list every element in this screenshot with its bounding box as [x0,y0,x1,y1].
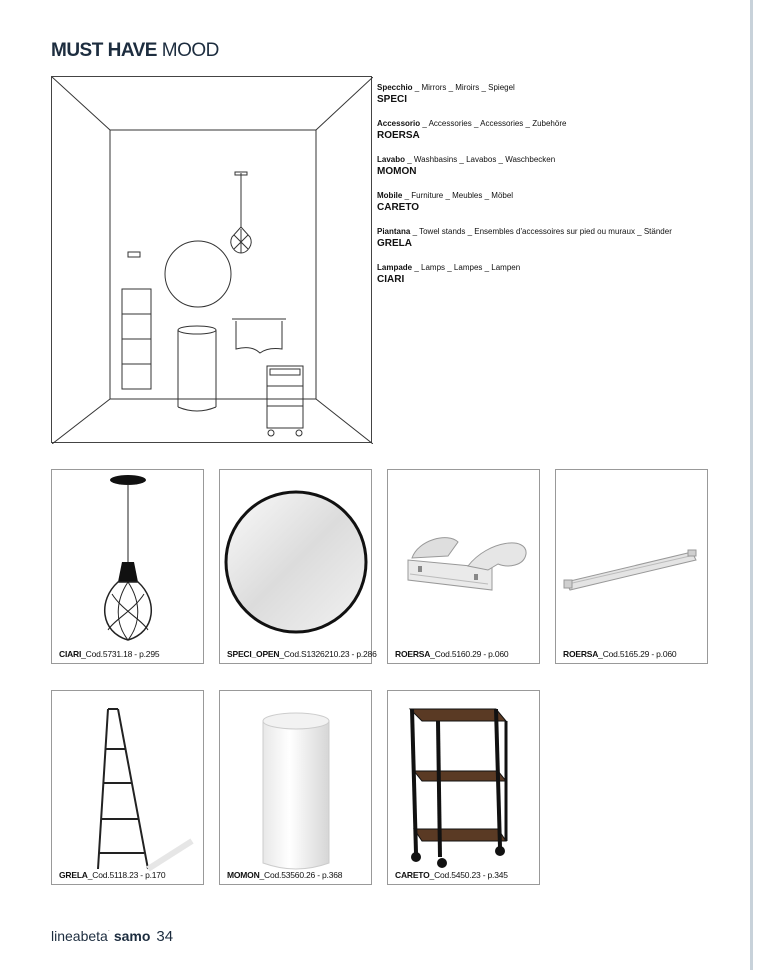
legend-item [377,119,747,142]
brand-lineabeta: lineabeta [51,928,108,944]
product-card-roersa-bar[interactable] [555,469,708,664]
legend-item [377,227,747,250]
double-hook-icon [388,470,541,665]
legend-product: CIARI [377,274,405,285]
product-caption: ROERSA_Cod.5165.29 - p.060 [563,649,677,659]
towel-bar-icon [556,470,709,665]
product-card-momon[interactable] [219,690,372,885]
page-edge [750,0,753,970]
legend-translations: _ Towel stands _ Ensembles d'accessoires sur pied ou muraux _ Ständer [410,227,672,236]
legend-item [377,191,747,214]
legend-category: Specchio [377,83,413,92]
legend-category: Piantana [377,227,411,236]
legend-product: MOMON [377,166,417,177]
product-card-speci-open[interactable] [219,469,377,664]
legend-translations: _ Washbasins _ Lavabos _ Waschbecken [405,155,556,164]
legend-category: Mobile [377,191,403,200]
pendant-lamp-icon [52,470,205,665]
product-card-roersa-hook[interactable] [387,469,540,664]
legend-item [377,263,747,286]
legend-category: Lampade [377,263,413,272]
brand-samo: samo [113,928,151,944]
legend-product: ROERSA [377,130,420,141]
product-card-careto[interactable] [387,690,540,885]
legend-translations: _ Lamps _ Lampes _ Lampen [412,263,521,272]
legend-category: Accessorio [377,119,421,128]
page-number: 34 [156,928,174,945]
towel-ladder-icon [52,691,205,886]
product-card-grela[interactable] [51,690,204,885]
brand-mark: · [107,928,110,934]
footer [51,928,173,945]
product-caption: SPECI_OPEN_Cod.S1326210.23 - p.286 [227,649,377,659]
product-caption: GRELA_Cod.5118.23 - p.170 [59,870,166,880]
legend-translations: _ Furniture _ Meubles _ Möbel [402,191,514,200]
room-sketch [51,76,372,443]
product-caption: CIARI_Cod.5731.18 - p.295 [59,649,160,659]
room-sketch-drawing [52,77,373,444]
legend-product: GRELA [377,238,412,249]
title-bold: MUST HAVE [51,40,157,61]
product-caption: MOMON_Cod.53560.26 - p.368 [227,870,343,880]
legend-translations: _ Mirrors _ Miroirs _ Spiegel [412,83,515,92]
legend-product: SPECI [377,94,408,105]
round-mirror-icon [220,470,373,665]
legend-item [377,155,747,178]
title-regular: MOOD [161,40,219,61]
legend-translations: _ Accessories _ Accessories _ Zubehöre [420,119,567,128]
product-legend [377,83,747,299]
legend-item [377,83,747,106]
legend-product: CARETO [377,202,420,213]
product-caption: CARETO_Cod.5450.23 - p.345 [395,870,508,880]
product-card-ciari[interactable] [51,469,204,664]
legend-category: Lavabo [377,155,406,164]
trolley-cart-icon [388,691,541,886]
page-title [51,40,219,62]
cylinder-washbasin-icon [220,691,373,886]
product-caption: ROERSA_Cod.5160.29 - p.060 [395,649,509,659]
